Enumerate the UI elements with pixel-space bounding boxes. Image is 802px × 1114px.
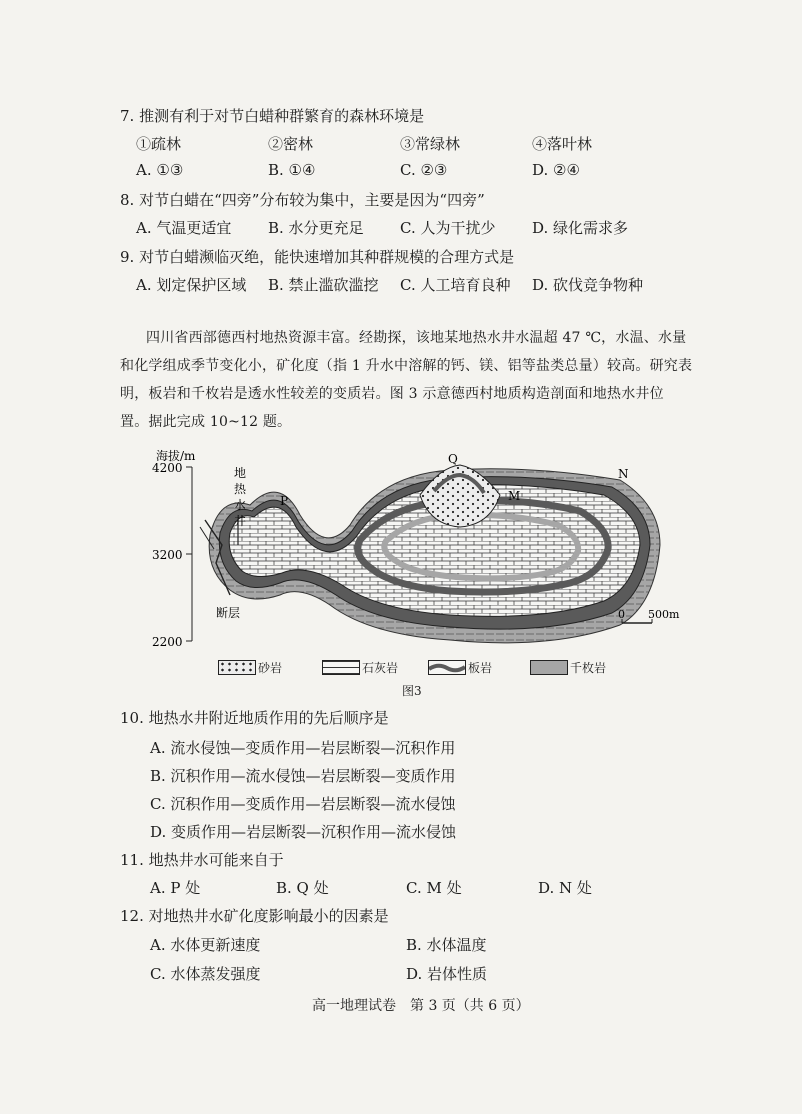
well-label-4: 井 — [234, 514, 247, 528]
q10-stem: 10. 地热水井附近地质作用的先后顺序是 — [120, 709, 389, 727]
q10-option-a: A. 流水侵蚀—变质作用—岩层断裂—沉积作用 — [150, 739, 456, 757]
legend-limestone-swatch — [322, 660, 360, 675]
point-m: M — [508, 489, 521, 503]
point-p: P — [280, 494, 289, 508]
q12-stem: 12. 对地热井水矿化度影响最小的因素是 — [120, 907, 389, 925]
q10-option-d: D. 变质作用—岩层断裂—沉积作用—流水侵蚀 — [150, 823, 457, 841]
legend-phyllite-label: 千枚岩 — [570, 661, 607, 675]
q10-option-c: C. 沉积作用—变质作用—岩层断裂—流水侵蚀 — [150, 795, 456, 813]
q9-option-c: C. 人工培育良种 — [400, 276, 511, 294]
q11-stem: 11. 地热井水可能来自于 — [120, 851, 284, 869]
q8-option-b: B. 水分更充足 — [268, 219, 364, 237]
q8-option-d: D. 绿化需求多 — [532, 219, 629, 237]
q12-option-b: B. 水体温度 — [406, 936, 487, 954]
legend-phyllite-swatch — [530, 660, 568, 675]
q7-item-3: ③常绿林 — [400, 135, 461, 153]
q7-option-d: D. ②④ — [532, 161, 580, 179]
legend-slate-label: 板岩 — [468, 661, 493, 675]
passage-line-3: 明，板岩和千枚岩是透水性较差的变质岩。图 3 示意德西村地质构造剖面和地热水井位 — [120, 386, 664, 402]
q8-stem: 8. 对节白蜡在“四旁”分布较为集中，主要是因为“四旁” — [120, 191, 485, 209]
q7-option-a: A. ①③ — [136, 161, 184, 179]
passage-line-1: 四川省西部德西村地热资源丰富。经勘探，该地某地热水井水温超 47 ℃，水温、水量 — [146, 330, 687, 346]
legend-slate-swatch — [428, 660, 466, 675]
scale-500m: 500m — [648, 608, 680, 621]
q9-option-b: B. 禁止滥砍滥挖 — [268, 276, 379, 294]
legend-sandstone-swatch — [218, 660, 256, 675]
q7-option-b: B. ①④ — [268, 161, 316, 179]
q7-stem: 7. 推测有利于对节白蜡种群繁育的森林环境是 — [120, 107, 425, 125]
q8-option-a: A. 气温更适宜 — [136, 219, 232, 237]
q11-option-c: C. M 处 — [406, 879, 462, 897]
q7-item-1: ①疏林 — [136, 135, 182, 153]
q7-item-4: ④落叶林 — [532, 135, 593, 153]
y-tick-4200: 4200 — [152, 461, 183, 475]
q11-option-b: B. Q 处 — [276, 879, 329, 897]
q9-option-d: D. 砍伐竞争物种 — [532, 276, 644, 294]
q9-option-a: A. 划定保护区域 — [136, 276, 247, 294]
well-label-1: 地 — [234, 466, 247, 480]
figure-caption: 图3 — [402, 684, 422, 698]
point-n: N — [618, 467, 629, 481]
well-label-3: 水 — [234, 498, 247, 512]
q11-option-a: A. P 处 — [150, 879, 201, 897]
q9-stem: 9. 对节白蜡濒临灭绝，能快速增加其种群规模的合理方式是 — [120, 248, 515, 266]
y-axis-label: 海拔/m — [156, 449, 196, 463]
y-tick-3200: 3200 — [152, 548, 183, 562]
geologic-cross-section — [150, 445, 690, 660]
legend-limestone-label: 石灰岩 — [362, 661, 399, 675]
q11-option-d: D. N 处 — [538, 879, 592, 897]
scale-zero: 0 — [618, 608, 625, 621]
q12-option-a: A. 水体更新速度 — [150, 936, 261, 954]
passage-line-4: 置。据此完成 10~12 题。 — [120, 414, 292, 430]
q12-option-c: C. 水体蒸发强度 — [150, 965, 261, 983]
q7-option-c: C. ②③ — [400, 161, 448, 179]
point-q: Q — [448, 452, 458, 466]
page-footer: 高一地理试卷 第 3 页（共 6 页） — [312, 998, 530, 1014]
legend-sandstone-label: 砂岩 — [258, 661, 283, 675]
well-label-2: 热 — [234, 482, 247, 496]
y-tick-2200: 2200 — [152, 635, 183, 649]
q12-option-d: D. 岩体性质 — [406, 965, 488, 983]
q10-option-b: B. 沉积作用—流水侵蚀—岩层断裂—变质作用 — [150, 767, 456, 785]
q7-item-2: ②密林 — [268, 135, 314, 153]
q8-option-c: C. 人为干扰少 — [400, 219, 496, 237]
fault-label: 断层 — [216, 606, 241, 620]
passage-line-2: 和化学组成季节变化小，矿化度（指 1 升水中溶解的钙、镁、铝等盐类总量）较高。研究表 — [120, 358, 693, 374]
